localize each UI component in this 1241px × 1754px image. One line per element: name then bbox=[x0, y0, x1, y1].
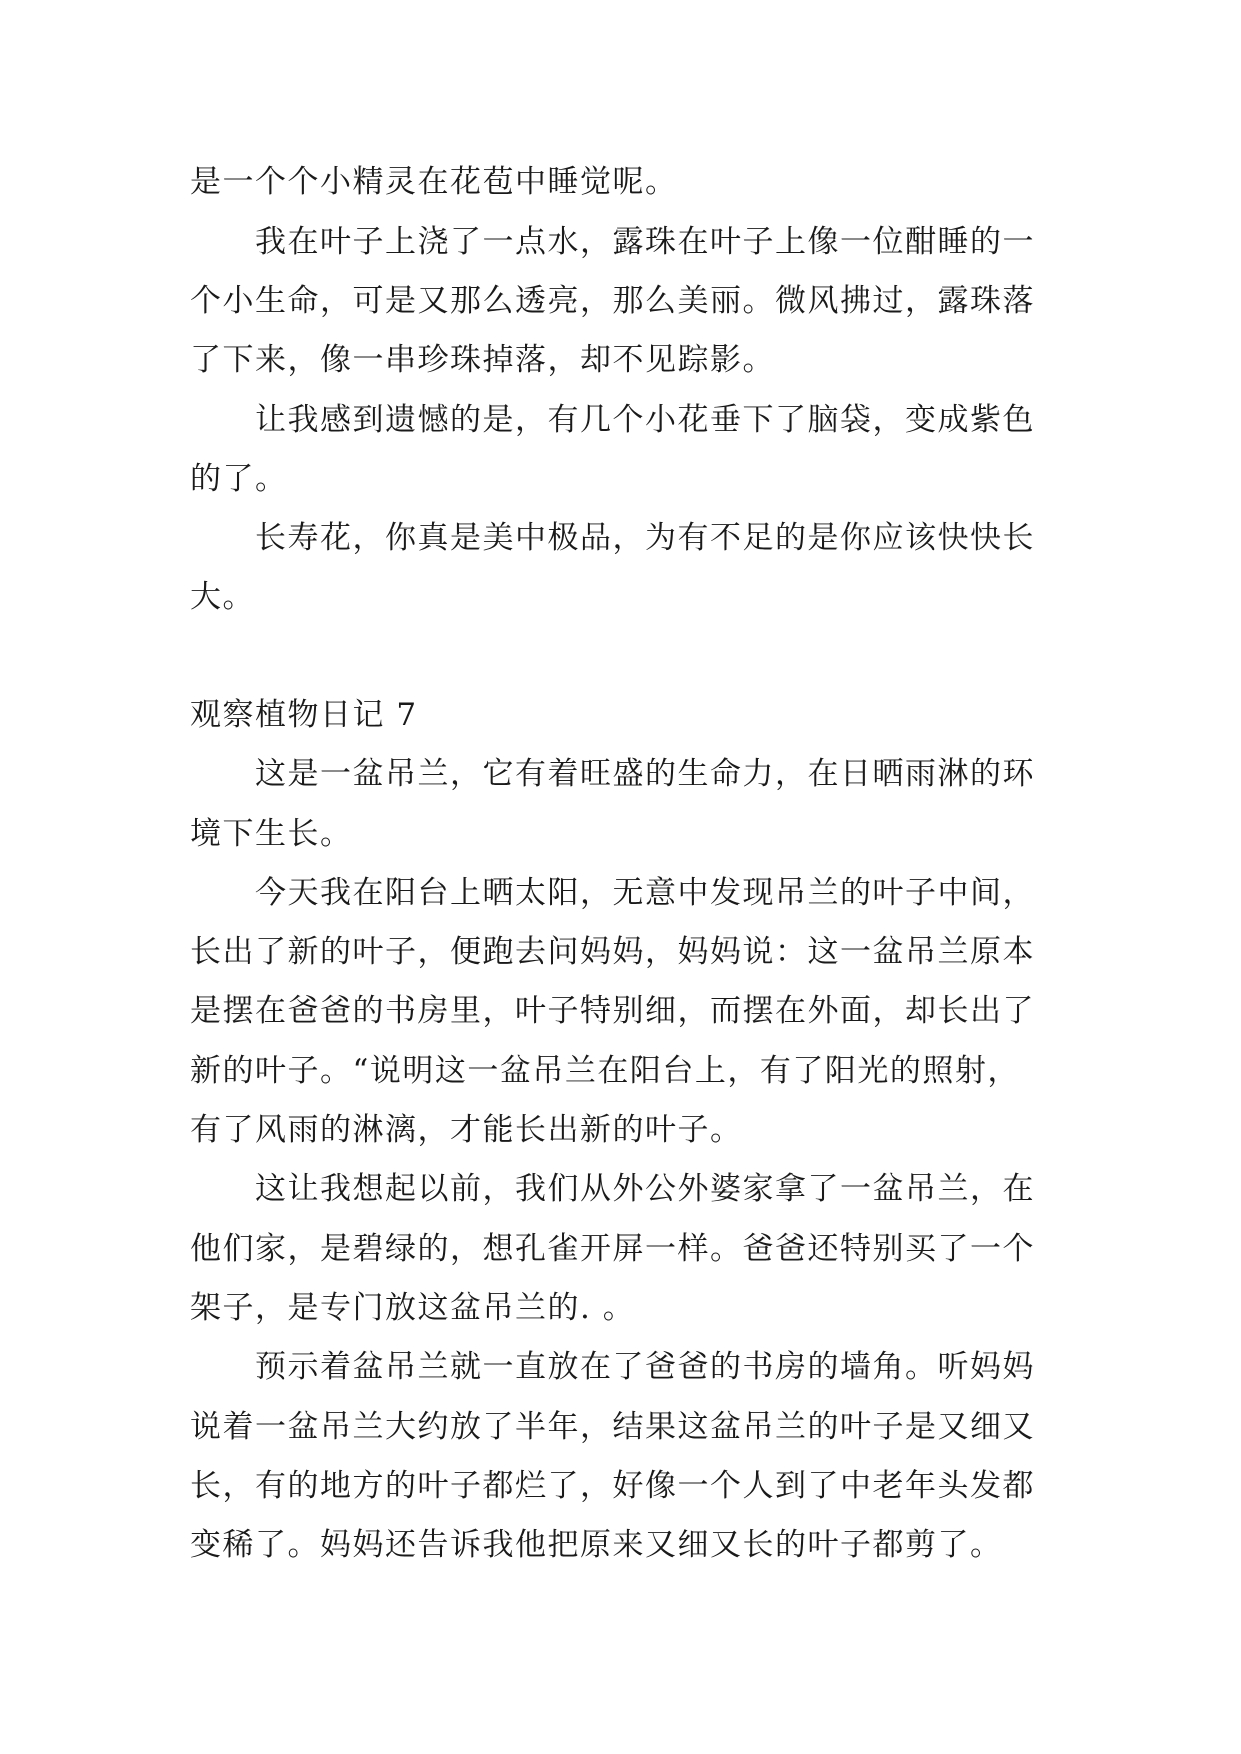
text-line: 长出了新的叶子，便跑去问妈妈，妈妈说：这一盆吊兰原本 bbox=[190, 934, 1035, 970]
text-line: 今天我在阳台上晒太阳，无意中发现吊兰的叶子中间， bbox=[255, 875, 1035, 911]
section-heading: 观察植物日记 7 bbox=[190, 697, 418, 733]
text-line: 他们家，是碧绿的，想孔雀开屏一样。爸爸还特别买了一个 bbox=[190, 1231, 1035, 1267]
text-line: 让我感到遗憾的是，有几个小花垂下了脑袋，变成紫色 bbox=[255, 402, 1035, 438]
text-line: 变稀了。妈妈还告诉我他把原来又细又长的叶子都剪了。 bbox=[190, 1527, 1003, 1563]
text-line: 长寿花，你真是美中极品，为有不足的是你应该快快长 bbox=[255, 520, 1035, 556]
text-line: 这让我想起以前，我们从外公外婆家拿了一盆吊兰，在 bbox=[255, 1171, 1035, 1207]
text-line: 有了风雨的淋漓，才能长出新的叶子。 bbox=[190, 1112, 743, 1148]
text-line: 是一个个小精灵在花苞中睡觉呢。 bbox=[190, 164, 678, 200]
text-line: 预示着盆吊兰就一直放在了爸爸的书房的墙角。听妈妈 bbox=[255, 1349, 1035, 1385]
text-line: 说着一盆吊兰大约放了半年，结果这盆吊兰的叶子是又细又 bbox=[190, 1409, 1035, 1445]
text-line: 这是一盆吊兰，它有着旺盛的生命力，在日晒雨淋的环 bbox=[255, 756, 1035, 792]
text-line: 了下来，像一串珍珠掉落，却不见踪影。 bbox=[190, 342, 775, 378]
text-line: 个小生命，可是又那么透亮，那么美丽。微风拂过，露珠落 bbox=[190, 283, 1035, 319]
text-line: 的了。 bbox=[190, 461, 288, 497]
text-line: 我在叶子上浇了一点水，露珠在叶子上像一位酣睡的一 bbox=[255, 224, 1035, 260]
text-line: 大。 bbox=[190, 579, 255, 615]
text-line: 架子，是专门放这盆吊兰的. 。 bbox=[190, 1290, 636, 1326]
text-line: 新的叶子。“说明这一盆吊兰在阳台上，有了阳光的照射， bbox=[190, 1053, 1020, 1089]
text-line: 长，有的地方的叶子都烂了，好像一个人到了中老年头发都 bbox=[190, 1468, 1035, 1504]
text-line: 是摆在爸爸的书房里，叶子特别细，而摆在外面，却长出了 bbox=[190, 993, 1035, 1029]
text-line: 境下生长。 bbox=[190, 816, 353, 852]
